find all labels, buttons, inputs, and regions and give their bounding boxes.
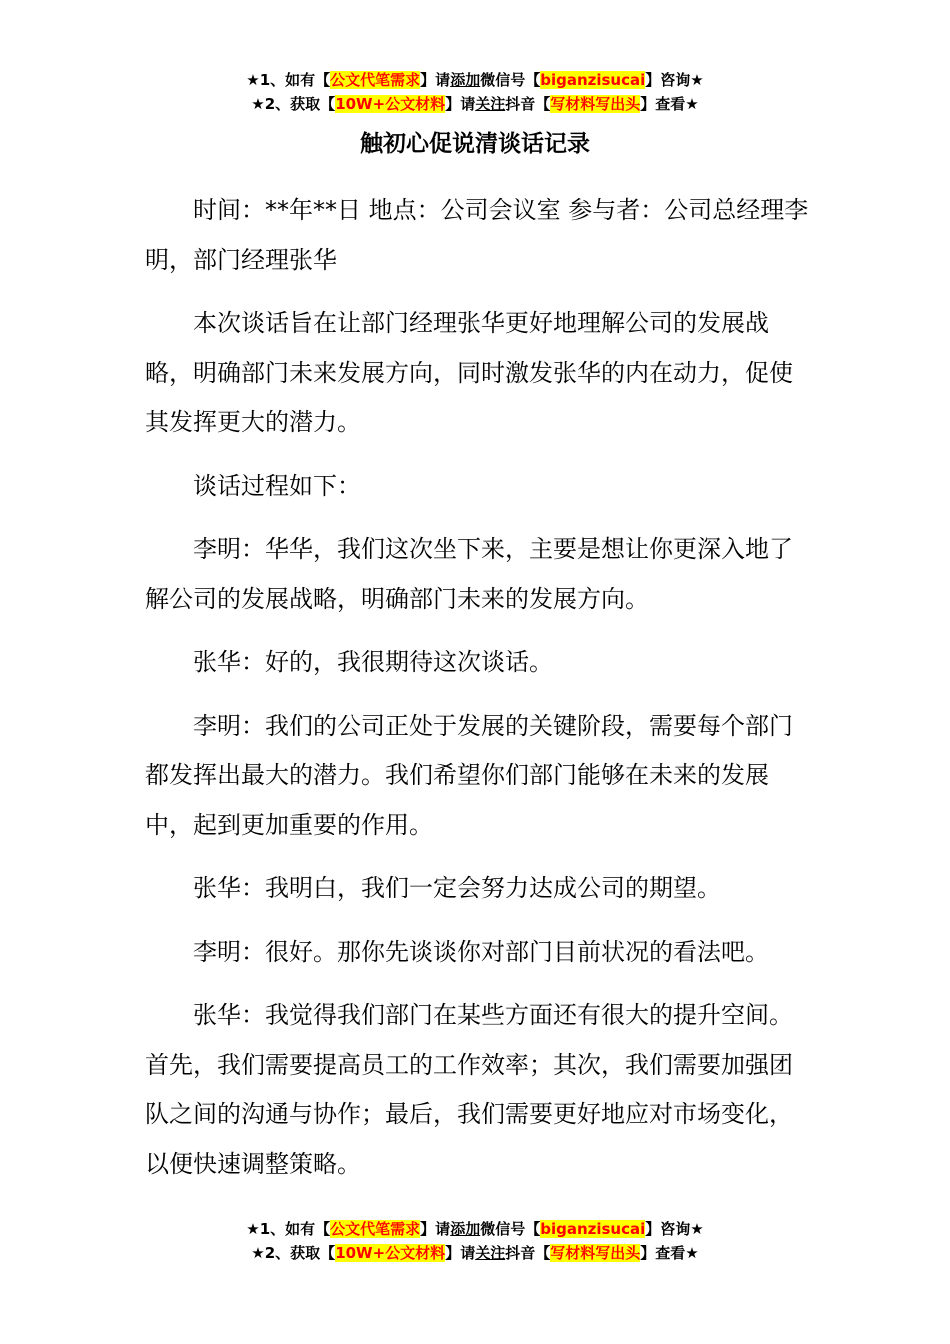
dialogue-line: 张华：好的，我很期待这次谈话。 <box>193 648 553 676</box>
promo-text: 微信号【 <box>480 1220 541 1238</box>
promo-line-1 <box>0 1217 950 1241</box>
promo-underlined-text: 关注 <box>475 1244 506 1262</box>
promo-text: 抖音【 <box>505 95 551 113</box>
dialogue-line: 张华：我觉得我们部门在某些方面还有很大的提升空间。首先，我们需要提高员工的工作效率；其次，我们需要加强团队之间的沟通与协作；最后，我们需要更好地应对市场变化，以便快速调整策略。 <box>145 1001 793 1178</box>
promo-highlight: 10W+公文材料 <box>335 95 446 113</box>
dialogue-line: 李明：华华，我们这次坐下来，主要是想让你更深入地了解公司的发展战略，明确部门未来的发展方向。 <box>145 535 793 613</box>
promo-underlined-text: 添加 <box>450 71 481 89</box>
document-title: 触初心促说清谈话记录 <box>360 131 590 157</box>
promo-text: ★2、获取【 <box>251 1244 336 1262</box>
header-promo-banner <box>0 68 950 116</box>
promo-line-2 <box>0 1241 950 1265</box>
paragraph-process-intro: 谈话过程如下： <box>193 471 361 500</box>
promo-underlined-text: 关注 <box>475 95 506 113</box>
promo-highlight: 公文代笔需求 <box>330 71 421 89</box>
promo-text: 】请 <box>420 1220 451 1238</box>
promo-text: 】请 <box>420 71 451 89</box>
promo-text: ★1、如有【 <box>246 1220 331 1238</box>
wechat-id-highlight: biganzisucai <box>540 1220 646 1238</box>
promo-text: 抖音【 <box>505 1244 551 1262</box>
promo-text: 】咨询★ <box>645 1220 704 1238</box>
footer-promo-banner <box>0 1217 950 1265</box>
paragraph-purpose: 本次谈话旨在让部门经理张华更好地理解公司的发展战略，明确部门未来发展方向，同时激发张华的内在动力，促使其发挥更大的潜力。 <box>145 309 793 436</box>
douyin-account-highlight: 写材料写出头 <box>550 1244 641 1262</box>
document-body <box>145 186 810 1203</box>
dialogue-line: 李明：我们的公司正处于发展的关键阶段，需要每个部门都发挥出最大的潜力。我们希望你们部门能够在未来的发展中，起到更加重要的作用。 <box>145 711 793 839</box>
wechat-id-highlight: biganzisucai <box>540 71 646 89</box>
promo-text: 微信号【 <box>480 71 541 89</box>
promo-text: 】查看★ <box>640 1244 699 1262</box>
dialogue-line: 李明：很好。那你先谈谈你对部门目前状况的看法吧。 <box>193 937 769 966</box>
douyin-account-highlight: 写材料写出头 <box>550 95 641 113</box>
dialogue-line: 张华：我明白，我们一定会努力达成公司的期望。 <box>193 874 721 902</box>
promo-text: 】查看★ <box>640 95 699 113</box>
paragraph-meta: 时间：**年**日 地点：公司会议室 参与者：公司总经理李明，部门经理张华 <box>145 196 809 274</box>
promo-line-1 <box>0 68 950 92</box>
promo-text: ★2、获取【 <box>251 95 336 113</box>
promo-highlight: 公文代笔需求 <box>330 1220 421 1238</box>
promo-underlined-text: 添加 <box>450 1220 481 1238</box>
promo-highlight: 10W+公文材料 <box>335 1244 446 1262</box>
promo-line-2 <box>0 92 950 116</box>
promo-text: 】请 <box>445 95 476 113</box>
promo-text: 】请 <box>445 1244 476 1262</box>
promo-text: 】咨询★ <box>645 71 704 89</box>
promo-text: ★1、如有【 <box>246 71 331 89</box>
